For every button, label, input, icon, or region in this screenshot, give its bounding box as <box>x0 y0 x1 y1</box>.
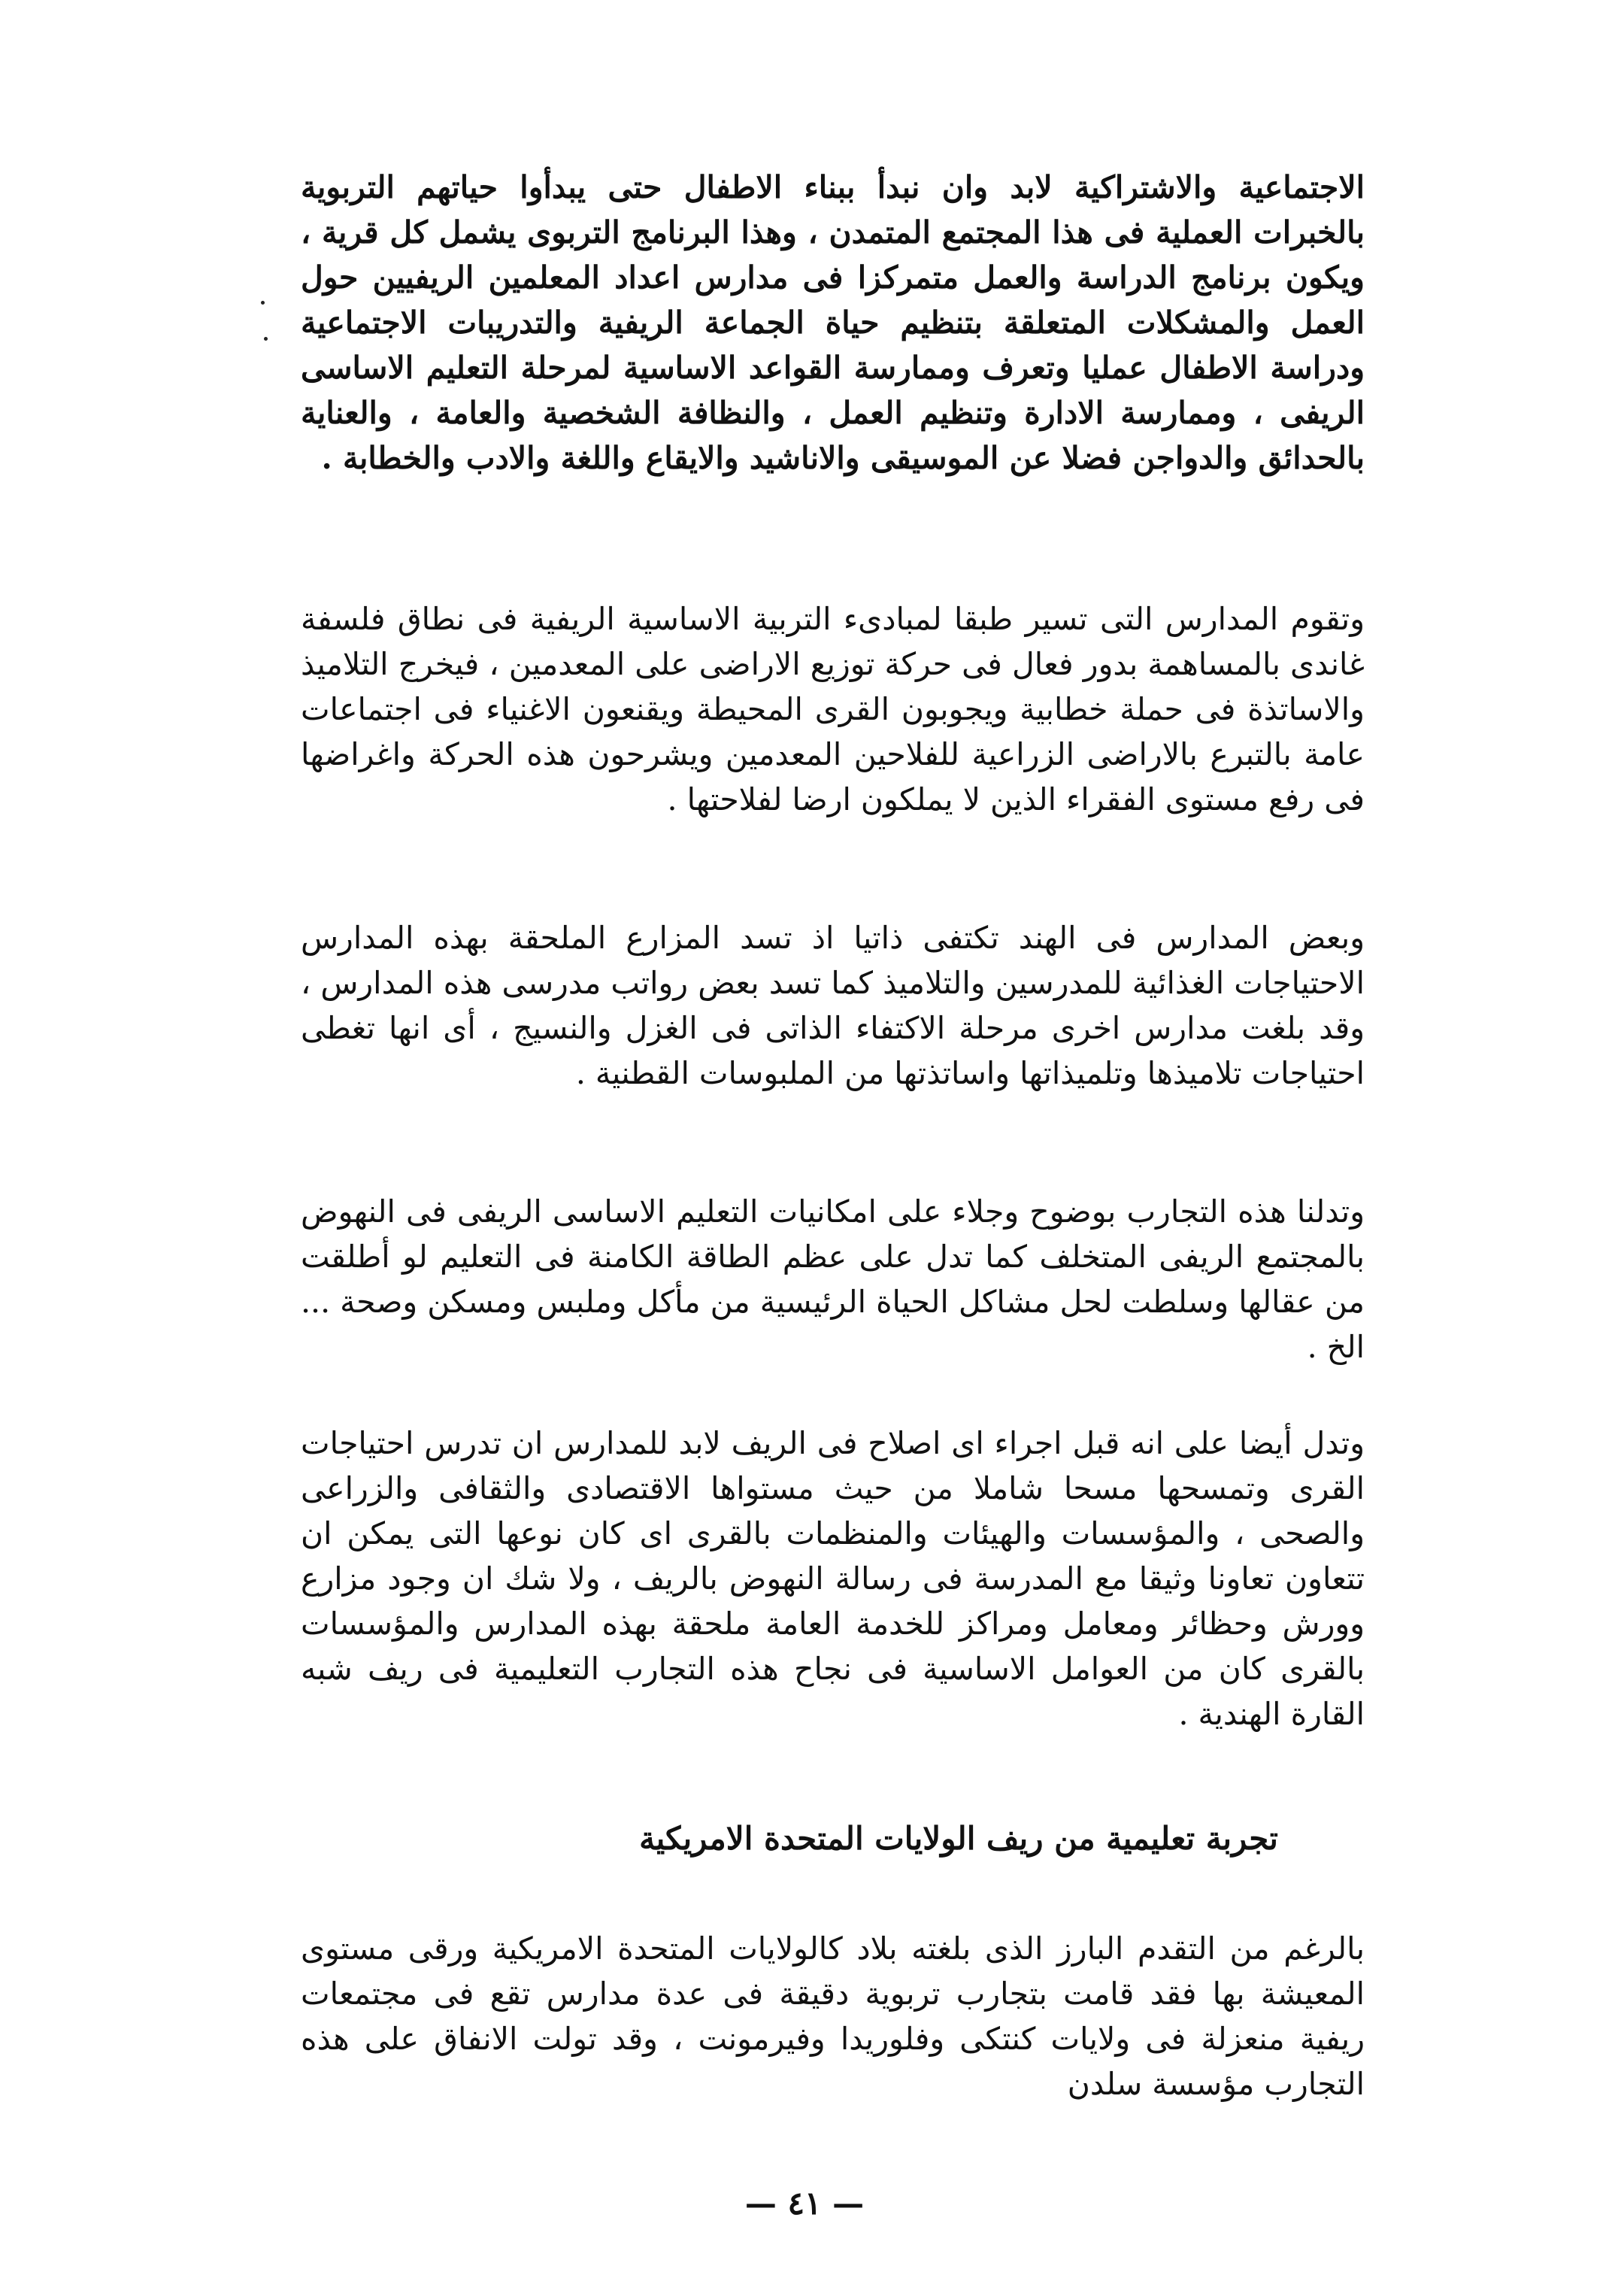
paragraph-2: وتقوم المدارس التى تسير طبقا لمبادىء التربية الاساسية الريفية فى نطاق فلسفة غاندى بالمساهمة بدور فعال فى حركة توزيع الاراضى على المعدمين ، فيخرج التلاميذ والاساتذة فى حملة خطابية ويجوبون القرى المحيطة ويقنعون الاغنياء فى اجتماعات عامة بالتبرع بالاراضى الزراعية للفلاحين المعدمين ويشرحون هذه الحركة واغراضها فى رفع مستوى الفقراء الذين لا يملكون ارضا لفلاحتها . <box>301 601 1365 817</box>
scan-speck <box>264 337 268 341</box>
paragraph-4: وتدلنا هذه التجارب بوضوح وجلاء على امكانيات التعليم الاساسى الريفى فى النهوض بالمجتمع الريفى المتخلف كما تدل على عظم الطاقة الكامنة فى التعليم لو أطلقت من عقالها وسلطت لحل مشاكل الحياة الرئيسية من مأكل وملبس ومسكن وصحة ... الخ . <box>301 1193 1365 1365</box>
paragraph-3: وبعض المدارس فى الهند تكتفى ذاتيا اذ تسد المزارع الملحقة بهذه المدارس الاحتياجات الغذائية للمدرسين والتلاميذ كما تسد بعض رواتب مدرسى هذه المدارس ، وقد بلغت مدارس اخرى مرحلة الاكتفاء الذاتى فى الغزل والنسيج ، أى انها تغطى احتياجات تلاميذها وتلميذاتها واساتذتها من الملبوسات القطنية . <box>301 920 1365 1091</box>
section-heading: تجربة تعليمية من ريف الولايات المتحدة الامريكية <box>639 1819 1278 1857</box>
paragraph-1: الاجتماعية والاشتراكية لابد وان نبدأ ببناء الاطفال حتى يبدأوا حياتهم التربوية بالخبرات العملية فى هذا المجتمع المتمدن ، وهذا البرنامج التربوى يشمل كل قرية ، ويكون برنامج الدراسة والعمل متمركزا فى مدارس اعداد المعلمين الريفيين حول العمل والمشكلات المتعلقة بتنظيم حياة الجماعة الريفية والتدريبات الاجتماعية ودراسة الاطفال عمليا وتعرف وممارسة القواعد الاساسية لمرحلة التعليم الاساسى الريفى ، وممارسة الادارة وتنظيم العمل ، والنظافة الشخصية والعامة ، والعناية بالحدائق والدواجن فضلا عن الموسيقى والاناشيد والايقاع واللغة والادب والخطابة . <box>301 169 1365 476</box>
scan-speck <box>261 301 265 305</box>
page-number: — ٤١ — <box>744 2185 865 2222</box>
paragraph-6: بالرغم من التقدم البارز الذى بلغته بلاد كالولايات المتحدة الامريكية ورقى مستوى المعيشة بها فقد قامت بتجارب تربوية دقيقة فى عدة مدارس تقع فى مجتمعات ريفية منعزلة فى ولايات كنتكى وفلوريدا وفيرمونت ، وقد تولت الانفاق على هذه التجارب مؤسسة سلدن <box>301 1931 1365 2102</box>
paragraph-5: وتدل أيضا على انه قبل اجراء اى اصلاح فى الريف لابد للمدارس ان تدرس احتياجات القرى وتمسحها مسحا شاملا من حيث مستواها الاقتصادى والثقافى والزراعى والصحى ، والمؤسسات والهيئات والمنظمات بالقرى اى كان نوعها التى يمكن ان تتعاون تعاونا وثيقا مع المدرسة فى رسالة النهوض بالريف ، ولا شك ان وجود مزارع وورش وحظائر ومعامل ومراكز للخدمة العامة ملحقة بهذه المدارس والمؤسسات بالقرى كان من العوامل الاساسية فى نجاح هذه التجارب التعليمية فى ريف شبه القارة الهندية . <box>301 1425 1365 1732</box>
